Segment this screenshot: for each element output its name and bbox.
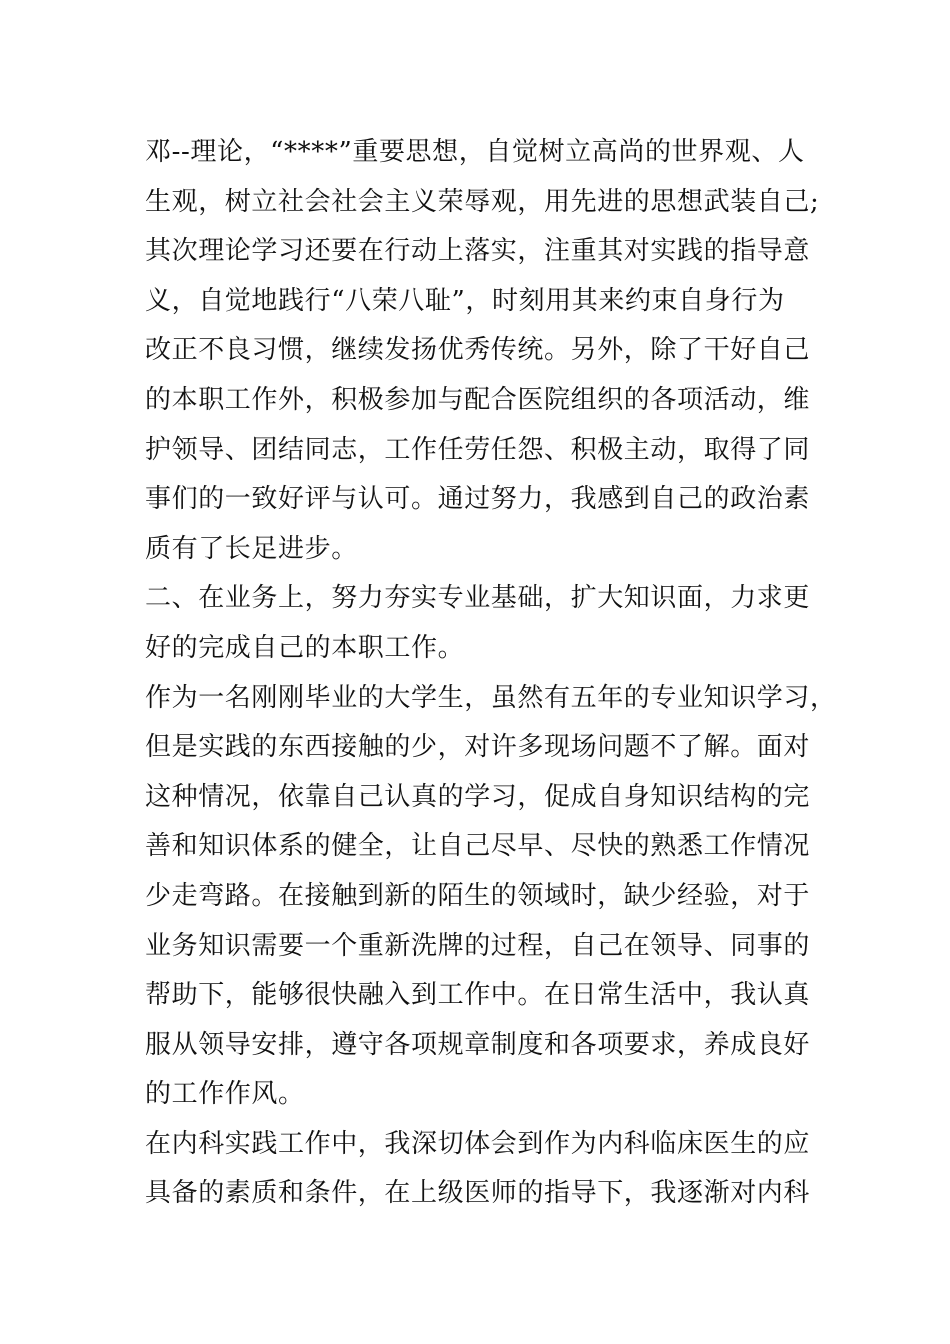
text-line: 护领导、团结同志，工作任劳任怨、积极主动，取得了同	[145, 434, 811, 465]
text-line: 邓--理论，“****”重要思想，自觉树立高尚的世界观、人	[145, 137, 805, 167]
text-line: 作为一名刚刚毕业的大学生，虽然有五年的专业知识学习，	[145, 682, 837, 713]
text-line: 少走弯路。在接触到新的陌生的领域时，缺少经验，对于	[145, 880, 811, 911]
text-line: 帮助下，能够很快融入到工作中。在日常生活中，我认真	[145, 980, 811, 1011]
text-line: 的工作作风。	[145, 1079, 305, 1110]
text-line: 服从领导安排，遵守各项规章制度和各项要求，养成良好	[145, 1029, 811, 1060]
document-body-text	[145, 128, 837, 1219]
text-line: 其次理论学习还要在行动上落实，注重其对实践的指导意	[145, 236, 811, 267]
text-line: 具备的素质和条件，在上级医师的指导下，我逐渐对内科	[145, 1178, 811, 1209]
text-line: 生观，树立社会社会主义荣辱观，用先进的思想武装自己;	[145, 186, 820, 217]
section-heading-line: 二、在业务上，努力夯实专业基础，扩大知识面，力求更	[145, 583, 811, 614]
text-line: 在内科实践工作中，我深切体会到作为内科临床医生的应	[145, 1128, 811, 1159]
text-line: 义，自觉地践行“八荣八耻”，时刻用其来约束自身行为	[145, 285, 785, 316]
text-line: 这种情况，依靠自己认真的学习，促成自身知识结构的完	[145, 781, 811, 812]
text-line: 业务知识需要一个重新洗牌的过程，自己在领导、同事的	[145, 930, 811, 961]
section-heading-line: 好的完成自己的本职工作。	[145, 632, 465, 663]
text-line: 改正不良习惯，继续发扬优秀传统。另外，除了干好自己	[145, 335, 811, 366]
text-line: 质有了长足进步。	[145, 533, 358, 564]
text-line: 但是实践的东西接触的少，对许多现场问题不了解。面对	[145, 732, 811, 763]
text-line: 事们的一致好评与认可。通过努力，我感到自己的政治素	[145, 484, 811, 515]
text-line: 善和知识体系的健全，让自己尽早、尽快的熟悉工作情况	[145, 831, 811, 862]
text-line: 的本职工作外，积极参加与配合医院组织的各项活动，维	[145, 384, 811, 415]
